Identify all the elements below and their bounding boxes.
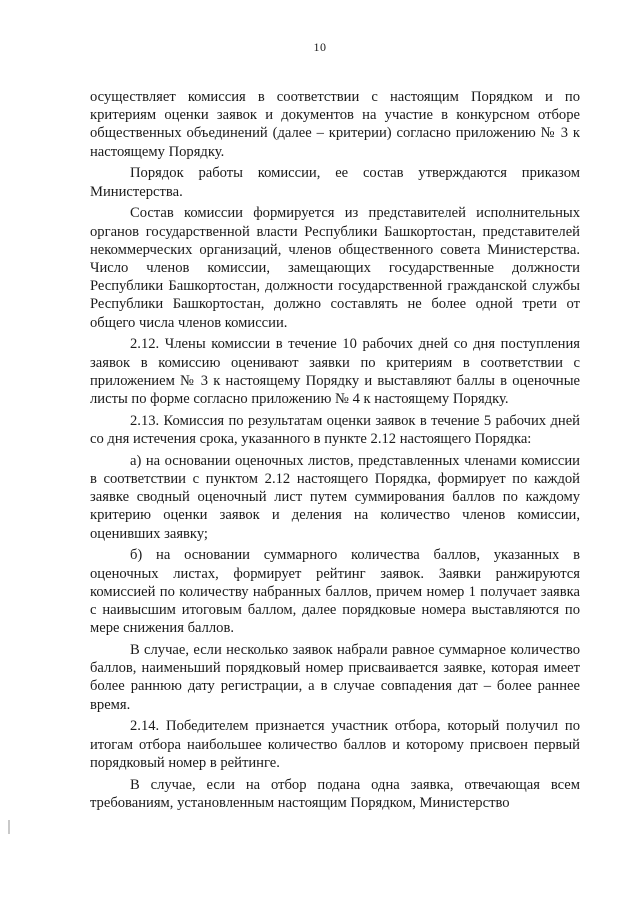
paragraph-2-13: 2.13. Комиссия по результатам оценки заявок в течение 5 рабочих дней со дня истечения срока, указанного в пункте 2.12 настоящего Порядка:: [90, 412, 580, 448]
document-body: [90, 88, 580, 816]
paragraph-commission-composition: Состав комиссии формируется из представителей исполнительных органов государственной власти Республики Башкортостан, представителей некоммерческих организаций, членов общественного совета Министерства. Число членов комиссии, замещающих государственные должности Республики Башкортостан, должности государственной гражданской службы Республики Башкортостан, должно составлять не более одной трети от общего числа членов комиссии.: [90, 205, 580, 331]
paragraph-2-13-a: а) на основании оценочных листов, представленных членами комиссии в соответствии с пунктом 2.12 настоящего Порядка, формирует по каждой заявке сводный оценочный лист путем суммирования баллов по каждому критерию оценки заявок и деления на количество членов комиссии, оценивших заявку;: [90, 452, 580, 542]
page-number: 10: [313, 40, 327, 54]
paragraph-tie-rule: В случае, если несколько заявок набрали равное суммарное количество баллов, наименьший порядковый номер присваивается заявке, которая имеет более раннюю дату регистрации, а в случае совпадения дат – более раннее время.: [90, 642, 580, 713]
paragraph-continuation: осуществляет комиссия в соответствии с настоящим Порядком и по критериям оценки заявок и документов на участие в конкурсном отборе общественных объединений (далее – критерии) согласно приложению № 3 к настоящему Порядку.: [90, 89, 580, 160]
paragraph-single-application: В случае, если на отбор подана одна заявка, отвечающая всем требованиям, установленным настоящим Порядком, Министерство: [90, 776, 580, 811]
paragraph-2-13-b: б) на основании суммарного количества баллов, указанных в оценочных листах, формирует рейтинг заявок. Заявки ранжируются комиссией по количеству набранных баллов, причем номер 1 получает заявка с наивысшим итоговым баллом, далее порядковые номера выставляются по мере снижения баллов.: [90, 547, 580, 637]
paragraph-2-12: 2.12. Члены комиссии в течение 10 рабочих дней со дня поступления заявок в комиссию оценивают заявки по критериям в соответствии с приложением № 3 к настоящему Порядку и выставляют баллы в оценочные листы по форме согласно приложению № 4 к настоящему Порядку.: [90, 336, 580, 408]
paragraph-commission-procedure: Порядок работы комиссии, ее состав утверждаются приказом Министерства.: [90, 165, 580, 200]
paragraph-2-14: 2.14. Победителем признается участник отбора, который получил по итогам отбора наибольшее количество баллов и которому присвоен первый порядковый номер в рейтинге.: [90, 718, 580, 771]
scan-edge-mark: [8, 820, 10, 834]
